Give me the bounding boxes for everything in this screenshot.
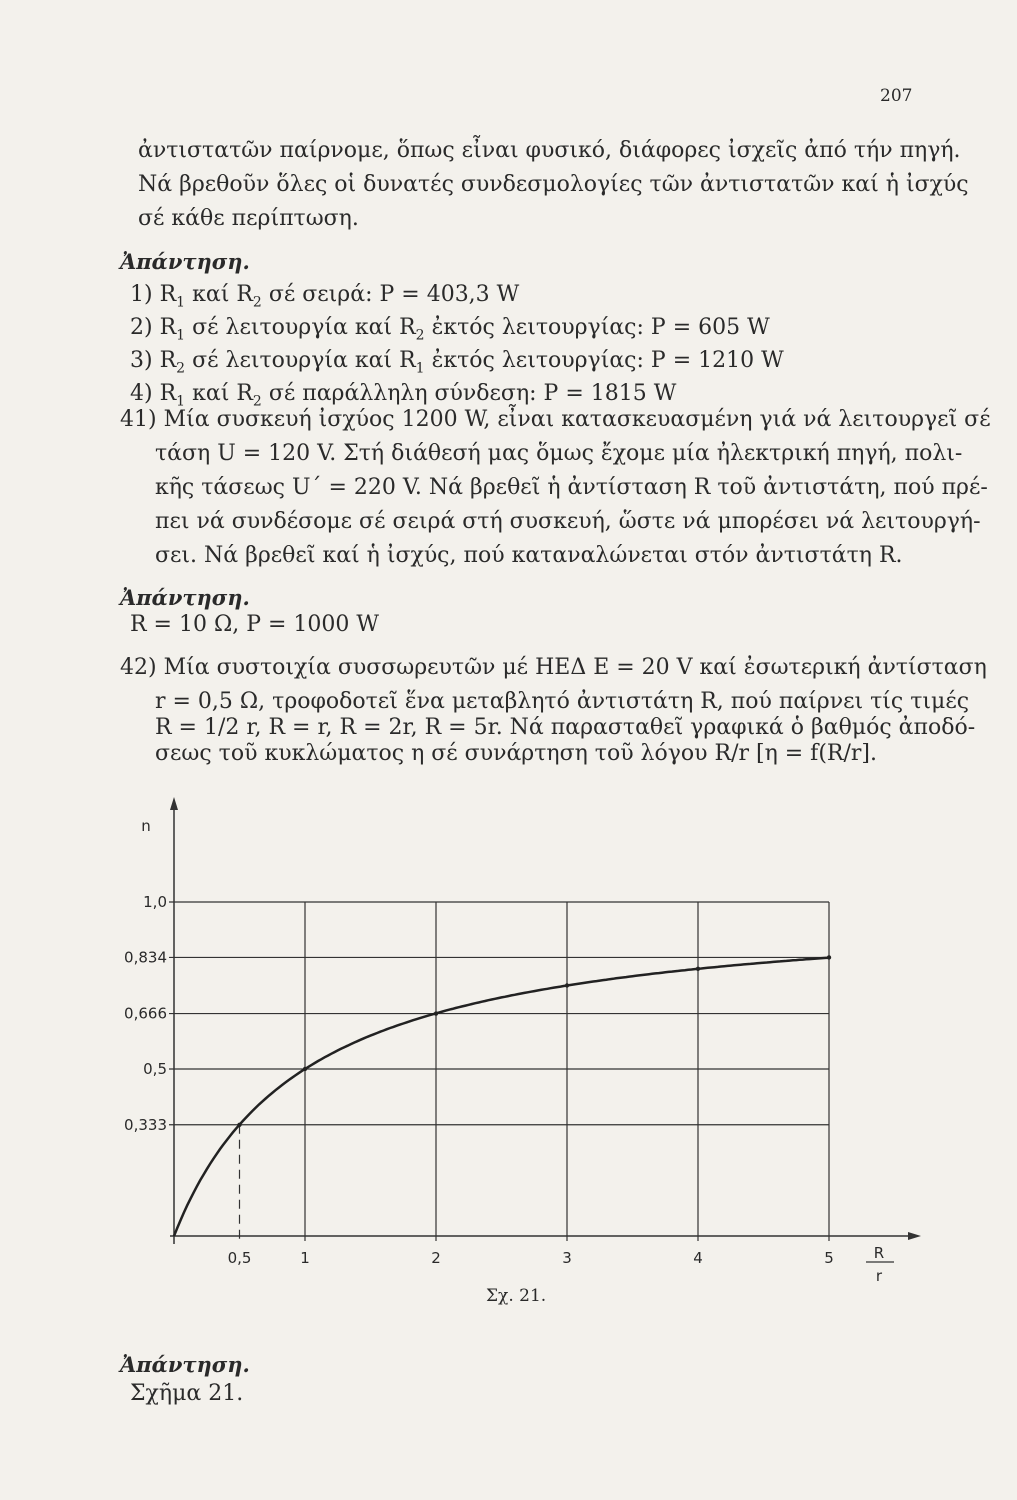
answer-item: 3) $R_2$ σέ λειτουργία καί $R_1$ ἐκτός λειτουργίας: P = 1210 W	[130, 348, 784, 377]
answer-item: 4) $R_1$ καί $R_2$ σέ παράλληλη σύνδεση: P = 1815 W	[130, 381, 677, 410]
problem-41-line: 41) Μία συσκευή ἰσχύος 1200 W, εἶναι κατασκευασμένη γιά νά λειτουργεῖ σέ	[120, 407, 991, 432]
data-point	[434, 1011, 438, 1015]
x-axis-label-denominator: r	[875, 1267, 883, 1285]
x-tick-label: 1	[300, 1249, 310, 1267]
intro-line: ἀντιστατῶν παίρνομε, ὅπως εἶναι φυσικό, διάφορες ἰσχεῖς ἀπό τήν πηγή.	[138, 138, 961, 163]
x-tick-label: 4	[693, 1249, 703, 1267]
x-tick-label: 2	[431, 1249, 441, 1267]
problem-42-line: R = 1/2 r, R = r, R = 2r, R = 5r. Νά παρασταθεῖ γραφικά ὁ βαθμός ἀποδό-	[155, 715, 976, 740]
x-tick-label: 3	[562, 1249, 572, 1267]
problem-41-line: τάση U = 120 V. Στή διάθεσή μας ὅμως ἔχομε μία ἠλεκτρική πηγή, πολι-	[155, 441, 963, 466]
intro-line: Νά βρεθοῦν ὅλες οἱ δυνατές συνδεσμολογίες τῶν ἀντιστατῶν καί ἡ ἰσχύς	[138, 172, 969, 197]
x-tick-label: 0,5	[227, 1249, 252, 1267]
y-tick-label: 0,5	[143, 1060, 167, 1078]
y-tick-label: 0,666	[124, 1004, 167, 1023]
y-tick-label: 0,333	[124, 1115, 167, 1134]
data-point	[237, 1123, 241, 1127]
data-point	[827, 955, 831, 959]
data-point	[565, 983, 569, 987]
answer-item: 2) $R_1$ σέ λειτουργία καί $R_2$ ἐκτός λειτουργίας: P = 605 W	[130, 315, 770, 344]
answer-item: 1) $R_1$ καί $R_2$ σέ σειρά: P = 403,3 W	[130, 282, 520, 311]
problem-41-line: κῆς τάσεως U΄ = 220 V. Νά βρεθεῖ ἡ ἀντίσταση R τοῦ ἀντιστάτη, πού πρέ-	[155, 475, 988, 500]
answer-heading: Ἀπάντηση.	[120, 1352, 250, 1377]
x-axis-label-numerator: R	[873, 1244, 885, 1262]
y-axis-label: n	[141, 817, 151, 835]
efficiency-curve	[174, 958, 829, 1236]
x-tick-label: 5	[824, 1249, 834, 1267]
problem-42-line: r = 0,5 Ω, τροφοδοτεῖ ἕνα μεταβλητό ἀντιστάτη R, πού παίρνει τίς τιμές	[155, 689, 970, 714]
answer-heading: Ἀπάντηση.	[120, 249, 250, 274]
y-axis-arrow	[170, 797, 178, 810]
data-point	[303, 1067, 307, 1071]
intro-line: σέ κάθε περίπτωση.	[138, 206, 359, 231]
y-tick-label: 1,0	[143, 893, 167, 911]
x-axis-arrow	[908, 1232, 921, 1240]
answer-value: R = 10 Ω, P = 1000 W	[130, 612, 380, 637]
problem-41-line: πει νά συνδέσομε σέ σειρά στή συσκευή, ὥστε νά μπορέσει νά λειτουργή-	[155, 509, 981, 534]
problem-42-line: 42) Μία συστοιχία συσσωρευτῶν μέ ΗΕΔ E = 20 V καί ἐσωτερική ἀντίσταση	[120, 655, 987, 680]
data-point	[696, 967, 700, 971]
problem-41-line: σει. Νά βρεθεῖ καί ἡ ἰσχύς, πού καταναλώνεται στόν ἀντιστάτη R.	[155, 543, 903, 568]
page-number: 207	[880, 86, 913, 106]
y-tick-label: 0,834	[124, 948, 167, 967]
problem-42-line: σεως τοῦ κυκλώματος η σέ συνάρτηση τοῦ λόγου R/r [η = f(R/r].	[155, 741, 877, 766]
answer-heading: Ἀπάντηση.	[120, 585, 250, 610]
answer-value: Σχῆμα 21.	[130, 1381, 244, 1406]
figure-caption: Σχ. 21.	[486, 1286, 547, 1306]
